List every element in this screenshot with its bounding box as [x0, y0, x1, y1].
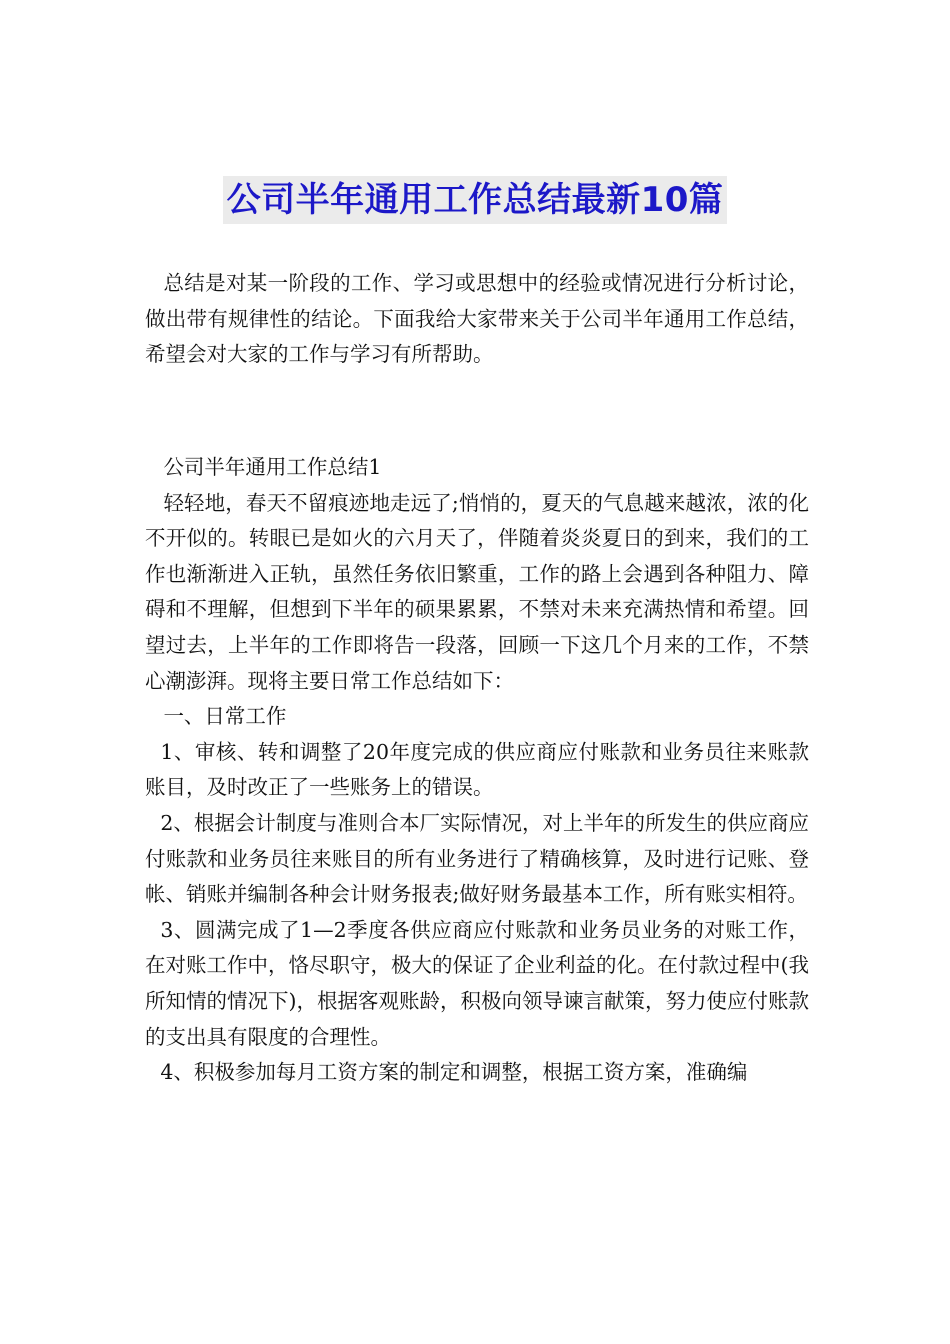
- intro-paragraph: 总结是对某一阶段的工作、学习或思想中的经验或情况进行分析讨论，做出带有规律性的结论。下面我给大家带来关于公司半年通用工作总结，希望会对大家的工作与学习有所帮助。: [145, 271, 809, 367]
- section-heading: 公司半年通用工作总结1: [163, 455, 382, 479]
- main-content: [145, 450, 809, 1091]
- subheading-daily-work: 一、日常工作: [163, 704, 287, 729]
- list-item-4: 4、积极参加每月工资方案的制定和调整，根据工资方案，准确编: [160, 1060, 748, 1085]
- list-item-1: 1、审核、转和调整了20年度完成的供应商应付账款和业务员往来账款账目，及时改正了一些账务上的错误。: [145, 739, 809, 800]
- list-item-3: 3、圆满完成了1—2季度各供应商应付账款和业务员业务的对账工作，在对账工作中，恪尽职守，极大的保证了企业利益的化。在付款过程中(我所知情的情况下)，根据客观账龄，积极向领导谏言献策，努力使应付账款的支出具有限度的合理性。: [145, 917, 809, 1049]
- document-title: 公司半年通用工作总结最新10篇: [223, 176, 728, 224]
- list-item-2: 2、根据会计制度与准则合本厂实际情况，对上半年的所发生的供应商应付账款和业务员往来账目的所有业务进行了精确核算，及时进行记账、登帐、销账并编制各种会计财务报表;做好财务最基本工作，所有账实相符。: [145, 810, 809, 907]
- paragraph-opening: 轻轻地，春天不留痕迹地走远了;悄悄的，夏天的气息越来越浓，浓的化不开似的。转眼已是如火的六月天了，伴随着炎炎夏日的到来，我们的工作也渐渐进入正轨，虽然任务依旧繁重，工作的路上会遇到各种阻力、障碍和不理解，但想到下半年的硕果累累，不禁对未来充满热情和希望。回望过去，上半年的工作即将告一段落，回顾一下这几个月来的工作，不禁心潮澎湃。现将主要日常工作总结如下：: [145, 490, 809, 693]
- title-container: [0, 176, 950, 224]
- intro-block: [145, 266, 809, 373]
